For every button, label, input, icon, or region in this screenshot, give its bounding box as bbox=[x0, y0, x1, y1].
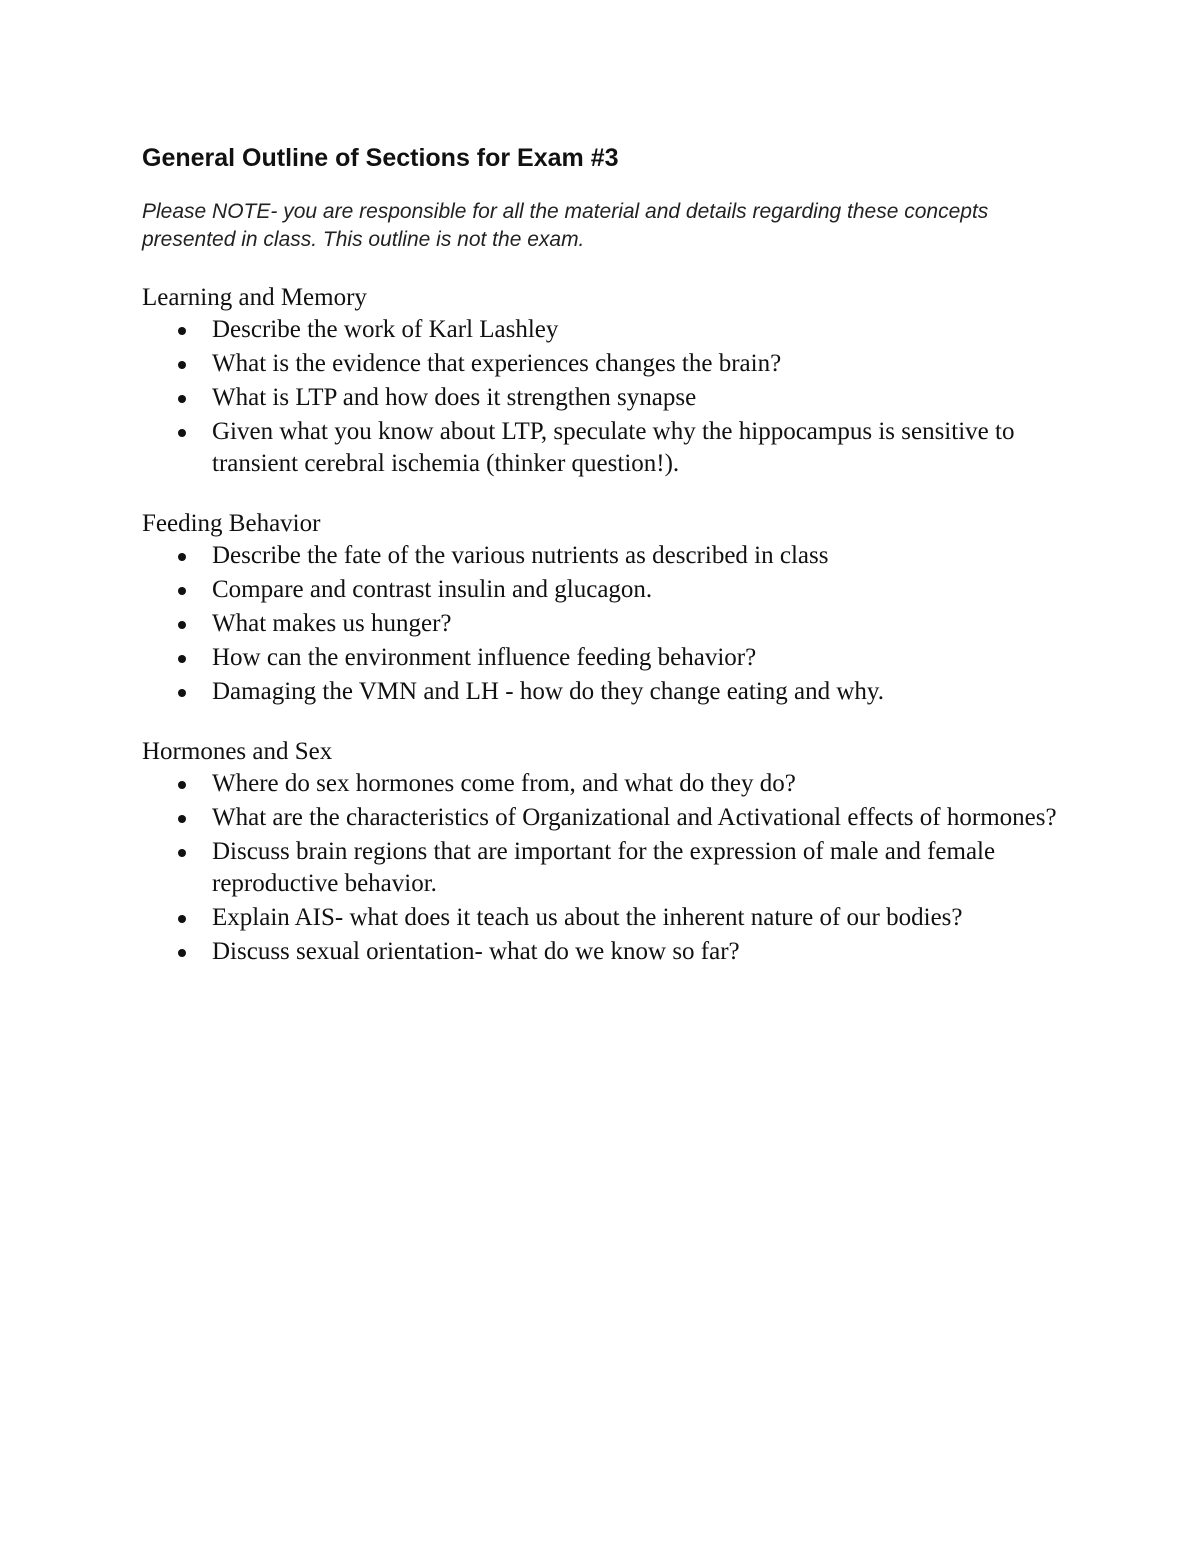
bullet-item bbox=[142, 348, 1082, 380]
bullet-icon bbox=[178, 655, 186, 663]
bullet-icon bbox=[178, 429, 186, 437]
bullet-text: What is the evidence that experiences changes the brain? bbox=[212, 350, 782, 377]
bullet-icon bbox=[178, 781, 186, 789]
bullet-list bbox=[142, 768, 1082, 968]
bullet-text: Given what you know about LTP, speculate why the hippocampus is sensitive to transient cerebral ischemia (thinker question!). bbox=[212, 418, 1015, 477]
bullet-item bbox=[142, 574, 1082, 606]
document-title: General Outline of Sections for Exam #3 bbox=[142, 144, 619, 172]
bullet-item bbox=[142, 642, 1082, 674]
bullet-text: Where do sex hormones come from, and what do they do? bbox=[212, 770, 796, 797]
bullet-icon bbox=[178, 621, 186, 629]
bullet-text: Damaging the VMN and LH - how do they change eating and why. bbox=[212, 678, 885, 705]
bullet-icon bbox=[178, 327, 186, 335]
bullet-text: What makes us hunger? bbox=[212, 610, 452, 637]
bullet-text: Discuss brain regions that are important for the expression of male and female reproductive behavior. bbox=[212, 838, 996, 897]
bullet-list bbox=[142, 314, 1082, 480]
section-heading: Hormones and Sex bbox=[142, 738, 333, 765]
bullet-text: What is LTP and how does it strengthen synapse bbox=[212, 384, 697, 411]
bullet-icon bbox=[178, 949, 186, 957]
bullet-item bbox=[142, 836, 1082, 900]
bullet-item bbox=[142, 902, 1082, 934]
section-learning-memory bbox=[142, 282, 1082, 480]
bullet-item bbox=[142, 314, 1082, 346]
bullet-icon bbox=[178, 553, 186, 561]
note-paragraph: Please NOTE- you are responsible for all the material and details regarding these concepts presented in class. This outline is not the exam. bbox=[142, 200, 989, 251]
section-hormones-sex bbox=[142, 736, 1082, 968]
bullet-text: What are the characteristics of Organizational and Activational effects of hormones? bbox=[212, 804, 1057, 831]
bullet-item bbox=[142, 608, 1082, 640]
bullet-item bbox=[142, 676, 1082, 708]
bullet-item bbox=[142, 416, 1082, 480]
bullet-text: How can the environment influence feeding behavior? bbox=[212, 644, 757, 671]
bullet-text: Discuss sexual orientation- what do we know so far? bbox=[212, 938, 740, 965]
bullet-icon bbox=[178, 849, 186, 857]
bullet-item bbox=[142, 802, 1082, 834]
bullet-icon bbox=[178, 815, 186, 823]
bullet-icon bbox=[178, 689, 186, 697]
bullet-icon bbox=[178, 361, 186, 369]
bullet-text: Explain AIS- what does it teach us about the inherent nature of our bodies? bbox=[212, 904, 963, 931]
bullet-list bbox=[142, 540, 1082, 708]
bullet-icon bbox=[178, 915, 186, 923]
bullet-icon bbox=[178, 587, 186, 595]
bullet-item bbox=[142, 768, 1082, 800]
section-heading: Feeding Behavior bbox=[142, 510, 321, 537]
bullet-text: Compare and contrast insulin and glucagon. bbox=[212, 576, 653, 603]
bullet-text: Describe the fate of the various nutrients as described in class bbox=[212, 542, 829, 569]
bullet-text: Describe the work of Karl Lashley bbox=[212, 316, 559, 343]
section-feeding-behavior bbox=[142, 508, 1082, 708]
bullet-icon bbox=[178, 395, 186, 403]
section-heading: Learning and Memory bbox=[142, 284, 367, 311]
document-page bbox=[142, 138, 1082, 970]
bullet-item bbox=[142, 540, 1082, 572]
bullet-item bbox=[142, 936, 1082, 968]
bullet-item bbox=[142, 382, 1082, 414]
